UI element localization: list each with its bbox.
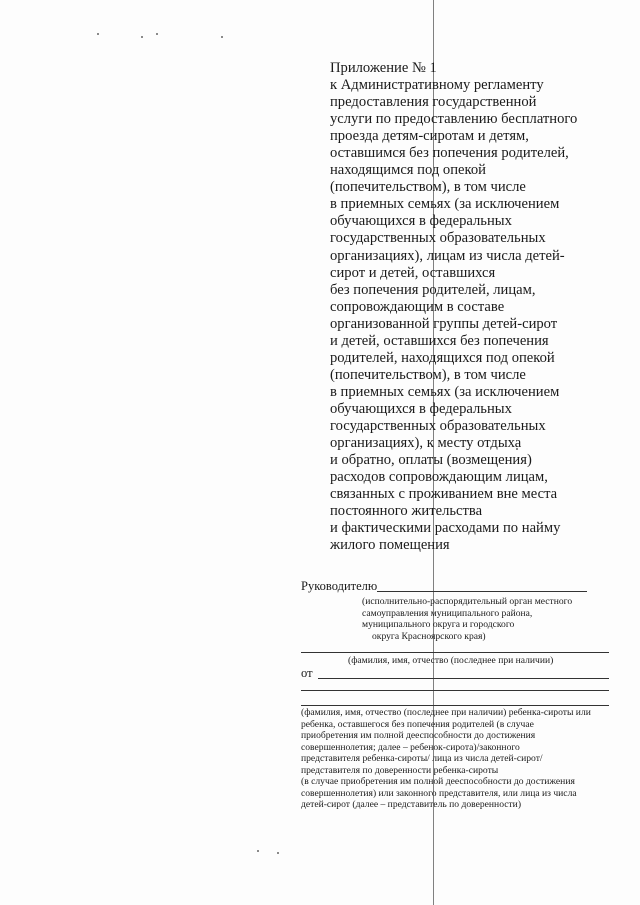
header-line: жилого помещения — [330, 537, 450, 554]
scan-speck — [141, 36, 143, 38]
header-line: организациях), лицам из числа детей- — [330, 247, 565, 264]
header-line: и фактическими расходами по найму — [330, 520, 561, 537]
scan-speck — [277, 852, 279, 854]
applicant-note-line: совершеннолетия) или законного представителя, или лица из числа — [301, 787, 577, 799]
header-line: постоянного жительства — [330, 503, 483, 520]
header-line: в приемных семьях (за исключением — [330, 383, 560, 400]
header-line: организованной группы детей-сирот — [330, 315, 558, 332]
name-note: (фамилия, имя, отчество (последнее при наличии) — [348, 655, 554, 666]
applicant-note-line: приобретения им полной дееспособности до достижения — [301, 730, 536, 742]
from-label: от — [301, 666, 313, 680]
header-line: предоставления государственной — [330, 94, 537, 111]
applicant-rule — [301, 705, 609, 706]
addressee-label: Руководителю — [301, 579, 378, 593]
header-line: государственных образовательных — [330, 230, 546, 247]
header-line: (попечительством), в том числе — [330, 179, 526, 196]
addressee-rule — [377, 591, 587, 592]
scan-speck — [257, 850, 259, 852]
applicant-note-line: представителя по доверенности ребенка-сироты — [301, 764, 499, 776]
from-rule — [318, 678, 609, 679]
header-line: обучающихся в федеральных — [330, 400, 512, 417]
header-line: связанных с проживанием вне места — [330, 486, 558, 503]
header-line: оставшимся без попечения родителей, — [330, 145, 569, 162]
organ-note — [362, 596, 572, 643]
header-line: без попечения родителей, лицам, — [330, 281, 536, 298]
header-line: расходов сопровождающим лицам, — [330, 469, 548, 486]
header-line: в приемных семьях (за исключением — [330, 196, 560, 213]
organ-note-line: (исполнительно-распорядительный орган местного — [362, 596, 573, 607]
applicant-note-line: детей-сирот (далее – представитель по доверенности) — [301, 799, 522, 811]
header-line: обучающихся в федеральных — [330, 213, 512, 230]
organ-note-line: муниципального округа и городского — [362, 619, 515, 631]
applicant-note-line: (в случае приобретения им полной дееспособности до достижения — [301, 776, 575, 788]
header-line: сирот и детей, оставшихся — [330, 264, 496, 281]
scan-speck — [97, 33, 99, 35]
header-line: Приложение № 1 — [330, 60, 437, 76]
header-line: услуги по предоставлению бесплатного — [330, 111, 578, 128]
applicant-note-line: (фамилия, имя, отчество (последнее при наличии) ребенка-сироты или — [301, 707, 591, 718]
scan-speck — [156, 33, 158, 35]
applicant-rule — [301, 690, 609, 691]
applicant-note — [301, 707, 591, 811]
scan-speck — [221, 36, 223, 38]
organ-note-line: самоуправления муниципального района, — [362, 607, 533, 619]
header-line: находящимся под опекой — [330, 162, 486, 179]
name-rule — [301, 652, 609, 653]
header-line: (попечительством), в том числе — [330, 366, 526, 383]
applicant-note-line: представителя ребенка-сироты/ лица из числа детей-сирот/ — [301, 753, 543, 765]
header-line: организациях), к месту отдыха — [330, 435, 522, 452]
organ-note-line: округа Красноярского края) — [372, 631, 486, 643]
applicant-note-line: совершеннолетия; далее – ребенок-сирота)/законного — [301, 741, 520, 753]
header-line: сопровождающим в составе — [330, 298, 505, 315]
applicant-note-line: ребенка, оставшегося без попечения родителей (в случае — [301, 718, 534, 730]
header-line: государственных образовательных — [330, 417, 546, 434]
header-line: проезда детям-сиротам и детям, — [330, 128, 529, 145]
header-line: и обратно, оплаты (возмещения) — [330, 452, 532, 469]
appendix-header — [330, 60, 630, 554]
header-line: к Административному регламенту — [330, 77, 544, 94]
header-line: и детей, оставшихся без попечения — [330, 332, 549, 349]
header-line: родителей, находящихся под опекой — [330, 349, 555, 366]
